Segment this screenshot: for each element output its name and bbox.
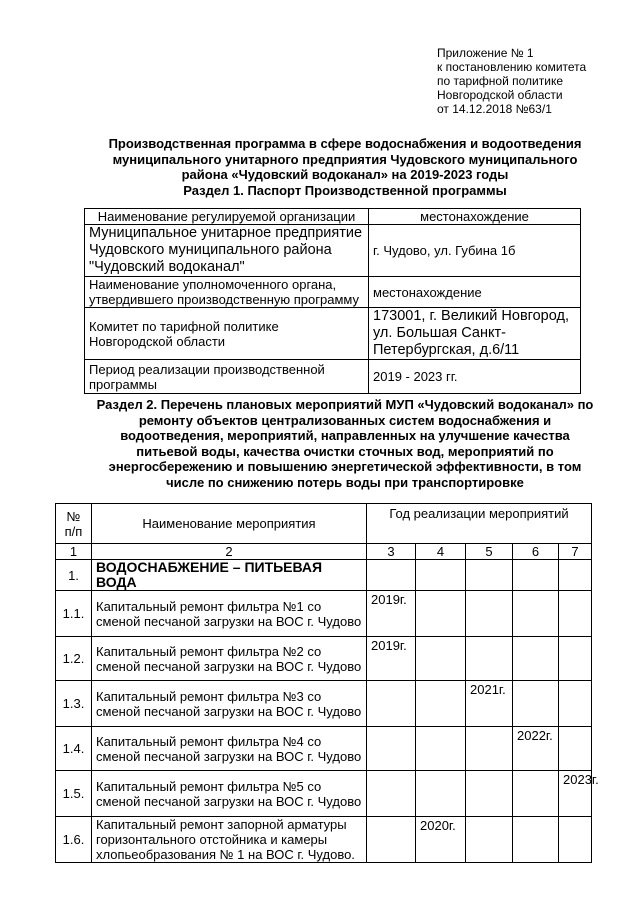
year-cell: 2019г. [367,637,416,681]
column-number: 7 [559,544,592,560]
year-cell [466,591,513,637]
column-number: 4 [416,544,466,560]
row-num: 1.4. [56,727,92,771]
table-row [56,817,592,863]
year-cell [466,727,513,771]
title-line: района «Чудовский водоканал» на 2019-2023 годы [181,167,509,182]
year-cell [513,817,559,863]
year-cell: 2020г. [416,817,466,863]
document-title [60,136,630,198]
cell: Муниципальное унитарное предприятие Чудовского муниципального района "Чудовский водоканал" [85,225,369,277]
year-cell: 2019г. [367,591,416,637]
title-line: питьевой воды, качества очистки сточных вод, мероприятий по [136,443,554,459]
cell: 2019 - 2023 гг. [369,360,581,394]
title-line: Раздел 2. Перечень плановых мероприятий МУП «Чудовский водоканал» по [96,397,594,412]
year-cell [416,637,466,681]
year-cell [513,637,559,681]
header-years: Год реализации мероприятий [367,504,592,544]
cell: Наименование уполномоченного органа, утвердившего производственную программу [85,277,369,308]
header-num: № п/п [56,504,92,544]
measures-table [55,503,599,863]
table-row [56,591,592,637]
row-name: Капитальный ремонт фильтра №4 со сменой песчаной загрузки на ВОС г. Чудово [92,727,367,771]
appendix-note [437,46,586,116]
appendix-line: Новгородской области [437,88,563,102]
year-cell [466,817,513,863]
title-line: муниципального унитарного предприятия Чудовского муниципального [112,151,578,167]
year-cell [367,727,416,771]
row-name: Капитальный ремонт фильтра №1 со сменой песчаной загрузки на ВОС г. Чудово [92,591,367,637]
appendix-line: по тарифной политике [437,74,563,88]
section-name: ВОДОСНАБЖЕНИЕ – ПИТЬЕВАЯ ВОДА [92,560,367,591]
column-number: 1 [56,544,92,560]
year-cell [559,681,592,727]
year-cell [466,637,513,681]
year-cell [416,591,466,637]
table-row [56,771,592,817]
header-name: Наименование мероприятия [92,504,367,544]
row-name: Капитальный ремонт запорной арматуры горизонтального отстойника и камеры хлопьеобразования № 1 на ВОС г. Чудово. [92,817,367,863]
row-num: 1.2. [56,637,92,681]
column-number: 5 [466,544,513,560]
header-cell: Наименование регулируемой организации [85,209,369,225]
passport-table [84,208,581,394]
row-num: 1.1. [56,591,92,637]
year-cell [466,771,513,817]
section2-heading [60,397,630,490]
title-line: Производственная программа в сфере водоснабжения и водоотведения [108,136,582,151]
title-line: водоотведения, мероприятий, направленных на улучшение качества [120,428,570,443]
year-cell [416,771,466,817]
cell: г. Чудово, ул. Губина 1б [369,225,581,277]
row-name: Капитальный ремонт фильтра №3 со сменой песчаной загрузки на ВОС г. Чудово [92,681,367,727]
table-row [56,681,592,727]
year-cell [416,681,466,727]
year-cell: 2022г. [513,727,559,771]
title-line: энергосбережению и повышению энергетической эффективности, в том [108,459,582,474]
year-cell [367,817,416,863]
year-cell: 2023г. [559,771,592,817]
column-number: 3 [367,544,416,560]
cell: Комитет по тарифной политике Новгородской области [85,308,369,360]
table-row [56,637,592,681]
year-cell [559,727,592,771]
year-cell [559,637,592,681]
year-cell [416,727,466,771]
row-num: 1.5. [56,771,92,817]
year-cell [513,681,559,727]
table-row [56,727,592,771]
title-line: числе по снижению потерь воды при транспортировке [166,474,524,490]
appendix-line: Приложение № 1 [437,46,534,60]
title-line: ремонту объектов централизованных систем водоснабжения и [138,412,552,428]
cell: 173001, г. Великий Новгород, ул. Большая Санкт-Петербургская, д.6/11 [369,308,581,360]
header-cell: местонахождение [369,209,581,225]
year-cell [367,771,416,817]
year-cell [513,591,559,637]
appendix-line: от 14.12.2018 №63/1 [437,102,552,116]
cell: Период реализации производственной программы [85,360,369,394]
cell: местонахождение [369,277,581,308]
year-cell [559,817,592,863]
row-name: Капитальный ремонт фильтра №5 со сменой песчаной загрузки на ВОС г. Чудово [92,771,367,817]
year-cell [513,771,559,817]
year-cell [367,681,416,727]
row-name: Капитальный ремонт фильтра №2 со сменой песчаной загрузки на ВОС г. Чудово [92,637,367,681]
row-num: 1.3. [56,681,92,727]
year-cell [559,591,592,637]
section-num: 1. [56,560,92,591]
row-num: 1.6. [56,817,92,863]
year-cell: 2021г. [466,681,513,727]
appendix-line: к постановлению комитета [437,60,587,74]
column-number: 6 [513,544,559,560]
column-number: 2 [92,544,367,560]
section1-heading: Раздел 1. Паспорт Производственной программы [183,182,507,198]
